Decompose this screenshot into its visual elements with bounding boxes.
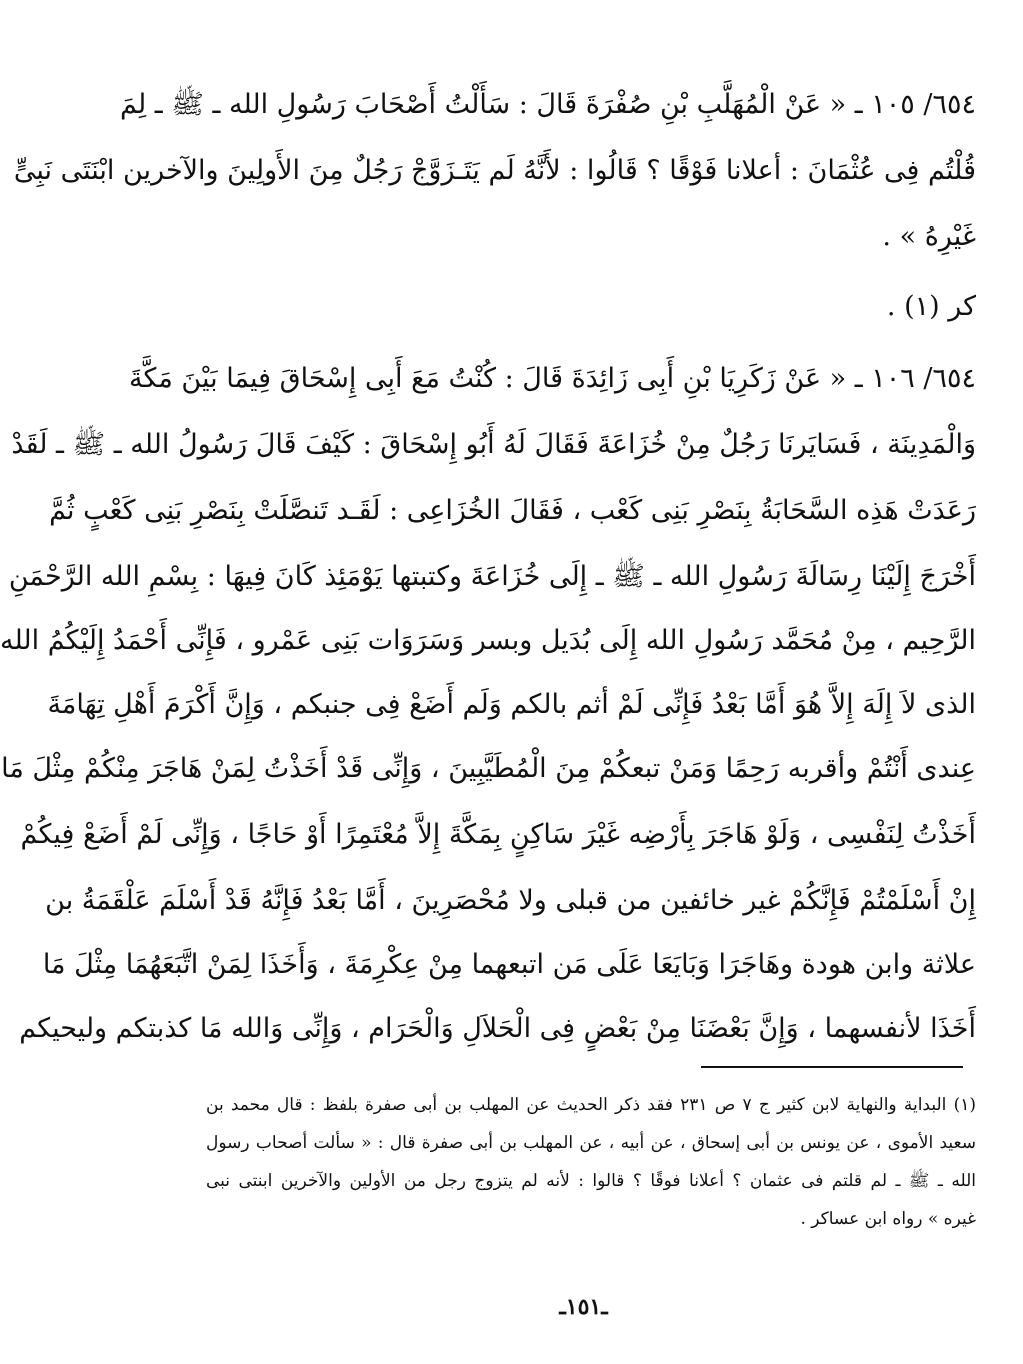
hadith-106-line-7: عِندى أَنْتُمْ وأقربه رَحِمًا وَمَنْ تبعكُمْ مِنَ الْمُطَيَّبِينَ ، وَإِنِّى قَدْ أَخَذْتُ لِمَنْ هَاجَرَ مِنْكُمْ مِثْلَ مَا bbox=[1, 753, 976, 784]
hadith-106-line-9: إِنْ أَسْلَمْتُمْ فَإِنَّكُمْ غير خائفين من قبلى ولا مُحْصَرِينَ ، أَمَّا بَعْدُ فَإِنَّهُ قَدْ أَسْلَمَ عَلْقَمَةُ بن bbox=[45, 885, 976, 916]
hadith-106-line-6: الذى لاَ إِلَهَ إِلاَّ هُوَ أَمَّا بَعْدُ فَإِنِّى لَمْ أثم بالكم وَلَم أَضَعْ فِى جنبكم ، وَإِنَّ أَكْرَمَ أَهْلِ تِهَامَةَ bbox=[47, 689, 976, 720]
hadith-106-line-2: وَالْمَدِينَة ، فَسَايَرنَا رَجُلٌ مِنْ خُزَاعَةَ فَقَالَ لَهُ أَبُو إِسْحَاقَ : كَيْفَ قَالَ رَسُولُ الله ـ ﷺ ـ لَقَدْ bbox=[11, 429, 976, 460]
hadith-105-source: كر (١) . bbox=[886, 291, 976, 322]
hadith-106-line-10: علاثة وابن هودة وهَاجَرَا وَبَايَعَا عَلَى مَن اتبعهما مِنْ عِكْرِمَةَ ، وَأَخَذَا لِمَنْ اتَّبَعَهُمَا مِثْلَ مَا bbox=[42, 949, 976, 980]
footnote-separator bbox=[701, 1066, 963, 1068]
hadith-106-line-8: أَخَذْتُ لِنَفْسِى ، وَلَوْ هَاجَرَ بِأَرْضِه غَيْرَ سَاكِنٍ بِمَكَّةَ إِلاَّ مُعْتَمِرًا أَوْ حَاجًا ، وَإِنِّى لَمْ أَضَعْ فِيكُمْ bbox=[20, 819, 976, 850]
hadith-106-line-4: أَخْرَجَ إِلَيْنَا رِسَالَةَ رَسُولِ الله ـ ﷺ ـ إِلَى خُزَاعَةَ وكتبتها يَوْمَئِذ كَانَ فِيهَا : بِسْمِ الله الرَّحْمَنِ bbox=[8, 561, 976, 592]
hadith-106-line-11: أَخَذَا لأنفسهما ، وَإِنَّ بَعْضَنَا مِنْ بَعْضٍ فِى الْحَلاَلِ وَالْحَرَام ، وَإِنِّى وَالله مَا كذبتكم وليحيكم bbox=[19, 1013, 976, 1044]
hadith-105-line-1: ٦٥٤/ ١٠٥ ـ « عَنْ الْمُهَلَّبِ بْنِ صُفْرَةَ قَالَ : سَأَلْتُ أَصْحَابَ رَسُولِ الله ـ ﷺ ـ لِمَ bbox=[120, 89, 976, 120]
footnote-line-3: الله ـ ﷺ ـ لم قلتم فى عثمان ؟ أعلانا فوقًا ؟ قالوا : لأنه لم يتزوج رجل من الأولين والآخرين ابنتى نبى bbox=[206, 1171, 976, 1191]
hadith-106-line-3: رَعَدَتْ هَذِه السَّحَابَةُ بِنَصْرِ بَنِى كَعْب ، فَقَالَ الخُزَاعِى : لَقَـد تَنصَّلَتْ بِنَصْرِ بَنِى كَعْبٍ ثُمَّ bbox=[49, 495, 976, 526]
hadith-106-line-5: الرَّحِيم ، مِنْ مُحَمَّد رَسُولِ الله إِلَى بُدَيل وبسر وَسَرَوَات بَنِى عَمْرو ، فَإِنِّى أَحْمَدُ إِلَيْكُمُ الله bbox=[0, 625, 976, 656]
hadith-105-line-2: قُلْتُم فِى عُثْمَانَ : أعلانا فَوْقًا ؟ قَالُوا : لأَنَّهُ لَم يَتَـزَوَّجْ رَجُلٌ مِنَ الأَولِينَ والآخرين ابْنَتَى نَبِىٍّ bbox=[13, 155, 976, 186]
page-number: ـ١٥١ـ bbox=[559, 1294, 608, 1320]
hadith-105-line-3: غَيْرِهُ » . bbox=[882, 221, 976, 252]
hadith-106-line-1: ٦٥٤/ ١٠٦ ـ « عَنْ زَكَرِيَا بْنِ أَبِى زَائِدَةَ قَالَ : كُنْتُ مَعَ أَبِى إِسْحَاقَ فِيمَا بَيْنَ مَكَّةَ bbox=[128, 363, 976, 394]
footnote-line-1: (١) البداية والنهاية لابن كثير ج ٧ ص ٢٣١ فقد ذكر الحديث عن المهلب بن أبى صفرة بلفظ : قال محمد بن bbox=[206, 1095, 976, 1115]
footnote-line-2: سعيد الأموى ، عن يونس بن أبى إسحاق ، عن أبيه ، عن المهلب بن أبى صفرة قال : « سألت أصحاب رسول bbox=[206, 1133, 976, 1153]
footnote-line-4: غيره » رواه ابن عساكر . bbox=[800, 1209, 976, 1229]
